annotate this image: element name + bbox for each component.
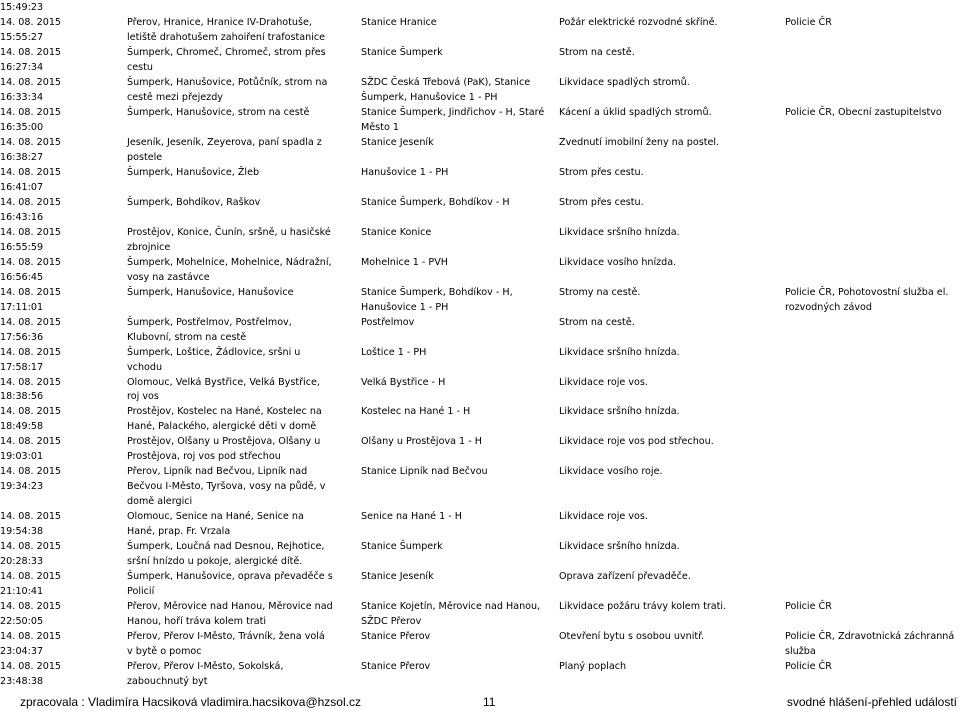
cell-location: domě alergici bbox=[127, 496, 193, 508]
table-row bbox=[0, 285, 960, 300]
cell-datetime: 18:49:58 bbox=[0, 421, 44, 433]
cell-action: Likvidace roje vos. bbox=[559, 376, 648, 388]
table-row bbox=[0, 210, 960, 225]
cell-datetime: 14. 08. 2015 bbox=[0, 661, 62, 673]
cell-units: Stanice Šumperk, Bohdíkov - H, bbox=[361, 286, 513, 298]
cell-units: Stanice Jeseník bbox=[361, 136, 434, 148]
cell-location: Šumperk, Loštice, Žádlovice, sršni u bbox=[127, 346, 301, 358]
cell-action: Likvidace sršního hnízda. bbox=[559, 346, 680, 358]
cell-cooperation: Policie ČR, Obecní zastupitelstvo bbox=[785, 106, 942, 118]
cell-datetime: 16:41:07 bbox=[0, 181, 44, 193]
cell-units: Stanice Jeseník bbox=[361, 571, 434, 583]
cell-units: Hanušovice 1 - PH bbox=[361, 166, 449, 178]
cell-datetime: 14. 08. 2015 bbox=[0, 466, 62, 478]
table-row bbox=[0, 524, 960, 539]
table-row bbox=[0, 345, 960, 360]
cell-action: Strom na cestě. bbox=[559, 46, 635, 58]
cell-cooperation: rozvodných závod bbox=[785, 301, 872, 313]
cell-datetime: 23:04:37 bbox=[0, 646, 44, 658]
table-row bbox=[0, 225, 960, 240]
cell-action: Strom přes cestu. bbox=[559, 196, 644, 208]
table-row bbox=[0, 554, 960, 569]
cell-location: Šumperk, Bohdíkov, Raškov bbox=[127, 196, 261, 208]
table-row bbox=[0, 375, 960, 390]
cell-datetime: 19:34:23 bbox=[0, 481, 44, 493]
cell-units: Stanice Lipník nad Bečvou bbox=[361, 466, 488, 478]
table-row bbox=[0, 674, 960, 689]
cell-units: Olšany u Prostějova 1 - H bbox=[361, 436, 482, 448]
cell-action: Likvidace vosího roje. bbox=[559, 466, 663, 478]
cell-location: roj vos bbox=[127, 391, 159, 403]
table-row bbox=[0, 195, 960, 210]
cell-action: Otevření bytu s osobou uvnitř. bbox=[559, 631, 705, 643]
cell-action: Oprava zařízení převaděče. bbox=[559, 571, 691, 583]
table-row bbox=[0, 180, 960, 195]
cell-cooperation: služba bbox=[785, 646, 816, 658]
cell-location: Hanou, hoří tráva kolem trati bbox=[127, 616, 267, 628]
cell-location: Jeseník, Jeseník, Zeyerova, paní spadla z bbox=[127, 136, 322, 148]
cell-location: Olomouc, Velká Bystřice, Velká Bystřice, bbox=[127, 376, 320, 388]
cell-units: Hanušovice 1 - PH bbox=[361, 301, 449, 313]
cell-location: Šumperk, Mohelnice, Mohelnice, Nádražní, bbox=[127, 256, 332, 268]
cell-units: Stanice Kojetín, Měrovice nad Hanou, bbox=[361, 601, 541, 613]
cell-datetime: 19:03:01 bbox=[0, 451, 44, 463]
cell-action: Likvidace vosího hnízda. bbox=[559, 256, 677, 268]
cell-action: Strom přes cestu. bbox=[559, 166, 644, 178]
table-row bbox=[0, 240, 960, 255]
cell-datetime: 14. 08. 2015 bbox=[0, 196, 62, 208]
cell-units: Mohelnice 1 - PVH bbox=[361, 256, 448, 268]
cell-units: Loštice 1 - PH bbox=[361, 346, 427, 358]
cell-units: Stanice Přerov bbox=[361, 661, 431, 673]
cell-action: Likvidace sršního hnízda. bbox=[559, 541, 680, 553]
cell-location: cestu bbox=[127, 61, 154, 73]
cell-location: Prostějov, Kostelec na Hané, Kostelec na bbox=[127, 406, 322, 418]
cell-location: Přerov, Lipník nad Bečvou, Lipník nad bbox=[127, 466, 308, 478]
cell-cooperation: Policie ČR bbox=[785, 601, 832, 613]
cell-datetime: 14. 08. 2015 bbox=[0, 511, 62, 523]
cell-action: Likvidace roje vos. bbox=[559, 511, 648, 523]
cell-datetime: 14. 08. 2015 bbox=[0, 541, 62, 553]
page-footer bbox=[0, 694, 960, 710]
cell-location: Šumperk, Loučná nad Desnou, Rejhotice, bbox=[127, 541, 325, 553]
cell-location: Olomouc, Senice na Hané, Senice na bbox=[127, 511, 304, 523]
cell-cooperation: Policie ČR, Zdravotnická záchranná bbox=[785, 631, 955, 643]
cell-location: Přerov, Přerov I-Město, Trávník, žena volá bbox=[127, 631, 325, 643]
cell-datetime: 15:55:27 bbox=[0, 31, 44, 43]
cell-location: Prostějov, Olšany u Prostějova, Olšany u bbox=[127, 436, 321, 448]
cell-datetime: 16:27:34 bbox=[0, 61, 44, 73]
table-row bbox=[0, 270, 960, 285]
cell-units: SŽDC Přerov bbox=[361, 616, 422, 628]
table-row bbox=[0, 389, 960, 404]
cell-datetime: 14. 08. 2015 bbox=[0, 436, 62, 448]
cell-location: Bečvou I-Město, Tyršova, vosy na půdě, v bbox=[127, 481, 326, 493]
cell-action: Stromy na cestě. bbox=[559, 286, 641, 298]
cell-datetime: 14. 08. 2015 bbox=[0, 571, 62, 583]
cell-cooperation: Policie ČR bbox=[785, 661, 832, 673]
cell-datetime: 21:10:41 bbox=[0, 586, 44, 598]
cell-datetime: 15:49:23 bbox=[0, 2, 44, 13]
table-row bbox=[0, 360, 960, 375]
cell-datetime: 17:11:01 bbox=[0, 301, 44, 313]
cell-datetime: 14. 08. 2015 bbox=[0, 226, 62, 238]
cell-units: Město 1 bbox=[361, 121, 399, 133]
cell-units: Kostelec na Hané 1 - H bbox=[361, 406, 471, 418]
cell-datetime: 16:56:45 bbox=[0, 271, 44, 283]
table-row bbox=[0, 464, 960, 479]
cell-location: Hané, Palackého, alergické děti v domě bbox=[127, 421, 317, 433]
cell-location: v bytě o pomoc bbox=[127, 646, 202, 658]
cell-datetime: 16:43:16 bbox=[0, 211, 44, 223]
cell-location: Šumperk, Postřelmov, Postřelmov, bbox=[127, 316, 292, 328]
table-row bbox=[0, 255, 960, 270]
cell-action: Likvidace spadlých stromů. bbox=[559, 76, 690, 88]
cell-location: Šumperk, Chromeč, Chromeč, strom přes bbox=[127, 46, 326, 58]
cell-datetime: 16:35:00 bbox=[0, 121, 44, 133]
cell-units: Senice na Hané 1 - H bbox=[361, 511, 462, 523]
table-row bbox=[0, 494, 960, 509]
cell-datetime: 23:48:38 bbox=[0, 676, 44, 688]
table-row bbox=[0, 75, 960, 90]
cell-action: Strom na cestě. bbox=[559, 316, 635, 328]
table-row bbox=[0, 30, 960, 45]
cell-units: Stanice Šumperk bbox=[361, 541, 443, 553]
cell-action: Zvednutí imobilní ženy na postel. bbox=[559, 136, 720, 148]
table-row bbox=[0, 120, 960, 135]
table-row bbox=[0, 479, 960, 494]
table-row bbox=[0, 105, 960, 120]
cell-units: Velká Bystřice - H bbox=[361, 376, 446, 388]
cell-action: Kácení a úklid spadlých stromů. bbox=[559, 106, 712, 118]
table-row bbox=[0, 539, 960, 554]
cell-datetime: 19:54:38 bbox=[0, 526, 44, 538]
cell-location: zbrojnice bbox=[127, 241, 171, 253]
cell-datetime: 22:50:05 bbox=[0, 616, 44, 628]
table-row bbox=[0, 404, 960, 419]
cell-datetime: 14. 08. 2015 bbox=[0, 76, 62, 88]
cell-location: vchodu bbox=[127, 361, 163, 373]
table-row bbox=[0, 449, 960, 464]
table-row bbox=[0, 629, 960, 644]
cell-action: Likvidace roje vos pod střechou. bbox=[559, 436, 714, 448]
table-row bbox=[0, 0, 960, 15]
cell-location: zabouchnutý byt bbox=[127, 676, 208, 688]
table-row bbox=[0, 90, 960, 105]
cell-datetime: 14. 08. 2015 bbox=[0, 376, 62, 388]
cell-units: Stanice Konice bbox=[361, 226, 432, 238]
cell-units: SŽDC Česká Třebová (PaK), Stanice bbox=[361, 76, 531, 88]
cell-location: postele bbox=[127, 151, 163, 163]
page-number: 11 bbox=[483, 695, 496, 709]
cell-datetime: 18:38:56 bbox=[0, 391, 44, 403]
cell-datetime: 16:55:59 bbox=[0, 241, 44, 253]
table-row bbox=[0, 419, 960, 434]
table-row bbox=[0, 315, 960, 330]
table-row bbox=[0, 330, 960, 345]
cell-location: sršní hnízdo u pokoje, alergické dítě. bbox=[127, 556, 303, 568]
cell-datetime: 14. 08. 2015 bbox=[0, 16, 62, 28]
table-row bbox=[0, 60, 960, 75]
cell-action: Planý poplach bbox=[559, 661, 627, 673]
cell-units: Stanice Přerov bbox=[361, 631, 431, 643]
cell-datetime: 14. 08. 2015 bbox=[0, 601, 62, 613]
cell-location: vosy na zastávce bbox=[127, 271, 210, 283]
table-row bbox=[0, 644, 960, 659]
cell-location: letiště drahotušem zahoiření trafostanice bbox=[127, 31, 326, 43]
cell-location: Přerov, Měrovice nad Hanou, Měrovice nad bbox=[127, 601, 333, 613]
cell-datetime: 14. 08. 2015 bbox=[0, 346, 62, 358]
cell-action: Likvidace sršního hnízda. bbox=[559, 226, 680, 238]
cell-location: cestě mezi přejezdy bbox=[127, 91, 223, 103]
cell-datetime: 14. 08. 2015 bbox=[0, 631, 62, 643]
table-row bbox=[0, 300, 960, 315]
cell-datetime: 14. 08. 2015 bbox=[0, 286, 62, 298]
cell-units: Stanice Šumperk, Bohdíkov - H bbox=[361, 196, 510, 208]
table-row bbox=[0, 599, 960, 614]
cell-location: Klubovní, strom na cestě bbox=[127, 331, 247, 343]
footer-author: zpracovala : Vladimíra Hacsiková vladimira.hacsikova@hzsol.cz bbox=[20, 695, 361, 709]
cell-location: Šumperk, Hanušovice, Hanušovice bbox=[127, 286, 294, 298]
cell-units: Šumperk, Hanušovice 1 - PH bbox=[361, 91, 498, 103]
table-row bbox=[0, 584, 960, 599]
cell-location: Přerov, Hranice, Hranice IV-Drahotuše, bbox=[127, 16, 312, 28]
cell-location: Prostějova, roj vos pod střechou bbox=[127, 451, 281, 463]
cell-datetime: 14. 08. 2015 bbox=[0, 136, 62, 148]
cell-units: Stanice Hranice bbox=[361, 16, 437, 28]
cell-datetime: 14. 08. 2015 bbox=[0, 406, 62, 418]
footer-title: svodné hlášení-přehled událostí bbox=[786, 695, 957, 709]
table-row bbox=[0, 434, 960, 449]
table-row bbox=[0, 614, 960, 629]
table-row bbox=[0, 15, 960, 30]
cell-location: Šumperk, Hanušovice, Žleb bbox=[127, 166, 260, 178]
table-row bbox=[0, 45, 960, 60]
cell-location: Šumperk, Hanušovice, strom na cestě bbox=[127, 106, 310, 118]
table-row bbox=[0, 509, 960, 524]
cell-datetime: 17:56:36 bbox=[0, 331, 44, 343]
cell-datetime: 14. 08. 2015 bbox=[0, 106, 62, 118]
cell-location: Přerov, Přerov I-Město, Sokolská, bbox=[127, 661, 284, 673]
cell-datetime: 14. 08. 2015 bbox=[0, 256, 62, 268]
cell-location: Hané, prap. Fr. Vrzala bbox=[127, 526, 231, 538]
cell-datetime: 20:28:33 bbox=[0, 556, 44, 568]
cell-datetime: 14. 08. 2015 bbox=[0, 166, 62, 178]
cell-datetime: 14. 08. 2015 bbox=[0, 316, 62, 328]
cell-location: Policií bbox=[127, 586, 155, 598]
cell-datetime: 16:38:27 bbox=[0, 151, 44, 163]
cell-cooperation: Policie ČR bbox=[785, 16, 832, 28]
cell-action: Likvidace požáru trávy kolem trati. bbox=[559, 601, 727, 613]
cell-location: Šumperk, Hanušovice, oprava převaděče s bbox=[127, 571, 333, 583]
cell-cooperation: Policie ČR, Pohotovostní služba el. bbox=[785, 286, 949, 298]
cell-datetime: 16:33:34 bbox=[0, 91, 44, 103]
table-row bbox=[0, 165, 960, 180]
cell-location: Šumperk, Hanušovice, Potůčník, strom na bbox=[127, 76, 328, 88]
table-row bbox=[0, 150, 960, 165]
cell-datetime: 14. 08. 2015 bbox=[0, 46, 62, 58]
cell-datetime: 17:58:17 bbox=[0, 361, 44, 373]
cell-units: Stanice Šumperk bbox=[361, 46, 443, 58]
cell-action: Požár elektrické rozvodné skříně. bbox=[559, 16, 718, 28]
cell-location: Prostějov, Konice, Čunín, sršně, u hasičské bbox=[127, 226, 331, 238]
table-row bbox=[0, 135, 960, 150]
cell-units: Postřelmov bbox=[361, 316, 415, 328]
table-row bbox=[0, 569, 960, 584]
cell-units: Stanice Šumperk, Jindřichov - H, Staré bbox=[361, 106, 545, 118]
cell-action: Likvidace sršního hnízda. bbox=[559, 406, 680, 418]
table-row bbox=[0, 659, 960, 674]
